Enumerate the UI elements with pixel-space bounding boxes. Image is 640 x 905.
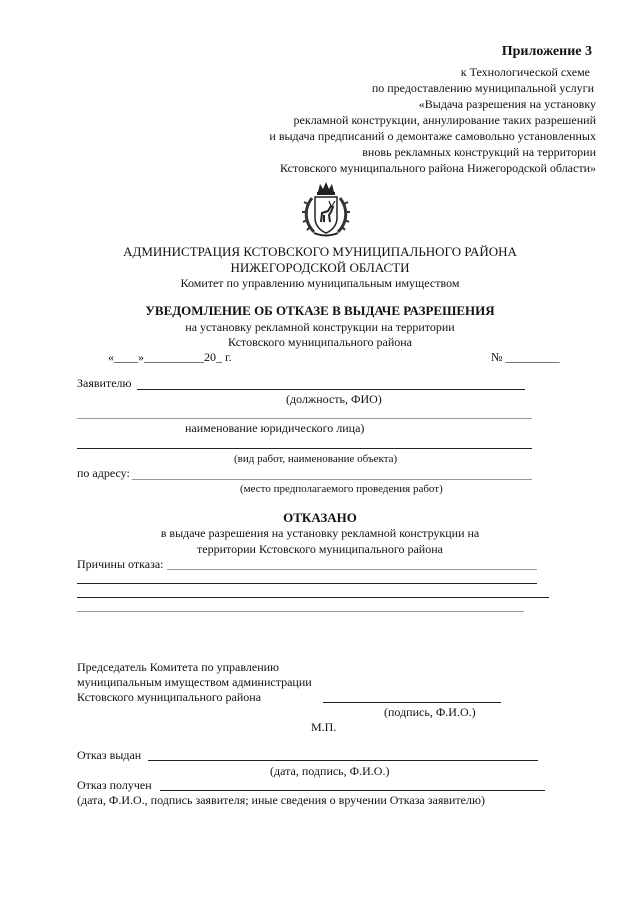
notice-subtitle: на установку рекламной конструкции на территории: [185, 320, 455, 334]
reason-line[interactable]: [77, 611, 524, 612]
header-line: по предоставлению муниципальной услуги: [371, 81, 594, 95]
address-field[interactable]: [132, 479, 532, 480]
signatory-line: Кстовского муниципального района: [77, 690, 262, 704]
received-field[interactable]: [160, 790, 545, 791]
address-label: по адресу:: [77, 466, 130, 480]
received-hint: (дата, Ф.И.О., подпись заявителя; иные сведения о вручении Отказа заявителю): [77, 793, 485, 807]
work-field[interactable]: [77, 448, 532, 449]
signatory-line: Председатель Комитета по управлению: [77, 660, 280, 674]
header-line: вновь рекламных конструкций на территории: [362, 145, 596, 159]
header-line: и выдача предписаний о демонтаже самовольно установленных: [269, 129, 596, 143]
notice-date: «____»__________20_ г.: [108, 350, 232, 364]
appendix-title: Приложение 3: [501, 44, 592, 59]
header-line: к Технологической схеме: [460, 65, 590, 79]
coat-of-arms-icon: [298, 180, 354, 240]
applicant-hint: (должность, ФИО): [286, 392, 382, 406]
address-hint: (место предполагаемого проведения работ): [240, 483, 443, 495]
legal-name-hint: наименование юридического лица): [185, 421, 365, 435]
reason-line[interactable]: [167, 569, 537, 570]
reasons-label: Причины отказа:: [77, 557, 164, 571]
notice-number: № _________: [491, 350, 560, 364]
header-line: «Выдача разрешения на установку: [418, 97, 596, 111]
signature-hint: (подпись, Ф.И.О.): [384, 705, 476, 719]
applicant-line-2[interactable]: [77, 418, 532, 419]
applicant-field[interactable]: [137, 389, 525, 390]
signatory-line: муниципальным имуществом администрации: [77, 675, 312, 689]
work-hint: (вид работ, наименование объекта): [234, 453, 398, 465]
received-label: Отказ получен: [77, 778, 152, 792]
issued-label: Отказ выдан: [77, 748, 142, 762]
org-committee: Комитет по управлению муниципальным имуществом: [180, 276, 460, 290]
applicant-label: Заявителю: [77, 376, 132, 390]
refusal-text: в выдаче разрешения на установку рекламной конструкции на: [160, 526, 480, 540]
stamp-mark: М.П.: [311, 720, 337, 734]
notice-title: УВЕДОМЛЕНИЕ ОБ ОТКАЗЕ В ВЫДАЧЕ РАЗРЕШЕНИЯ: [145, 303, 495, 318]
notice-subtitle: Кстовского муниципального района: [227, 335, 413, 349]
header-line: рекламной конструкции, аннулирование таких разрешений: [293, 113, 596, 127]
issued-hint: (дата, подпись, Ф.И.О.): [270, 764, 390, 778]
refusal-title: ОТКАЗАНО: [283, 510, 357, 525]
org-name-line1: АДМИНИСТРАЦИЯ КСТОВСКОГО МУНИЦИПАЛЬНОГО РАЙОНА: [123, 244, 517, 259]
signature-field[interactable]: [323, 702, 501, 703]
issued-field[interactable]: [148, 760, 538, 761]
reason-line[interactable]: [77, 583, 537, 584]
org-name-line2: НИЖЕГОРОДСКОЙ ОБЛАСТИ: [230, 260, 410, 275]
header-line: Кстовского муниципального района Нижегородской области»: [279, 161, 596, 175]
reason-line[interactable]: [77, 597, 549, 598]
refusal-text: территории Кстовского муниципального района: [197, 542, 443, 556]
